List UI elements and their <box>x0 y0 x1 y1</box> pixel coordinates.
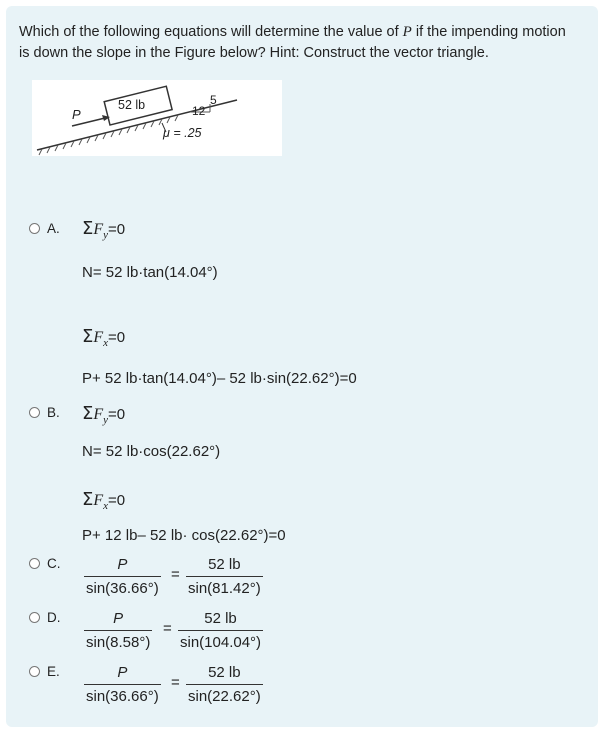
option-b-sum-fy: $\Sigma F_y=0$ <box>82 403 126 426</box>
option-c-equals: = <box>171 566 180 583</box>
option-a-sum-fy: $\Sigma F_y=0$ <box>82 218 126 241</box>
option-e[interactable]: E. <box>29 664 60 679</box>
option-d-left-fraction: P sin(8.58°) <box>86 610 151 651</box>
option-a-line-2: P+ 52 lb·tan(14.04°)– 52 lb·sin(22.62°)=0 <box>82 370 357 387</box>
force-label: P <box>72 107 81 122</box>
incline-diagram <box>32 80 282 156</box>
option-d[interactable]: D. <box>29 610 61 625</box>
option-d-radio[interactable] <box>29 612 40 623</box>
option-d-right-fraction: 52 lb sin(104.04°) <box>180 610 262 651</box>
variable-p: P <box>402 24 412 40</box>
option-b[interactable]: B. <box>29 405 60 420</box>
option-c-left-fraction: P sin(36.66°) <box>86 556 159 597</box>
option-b-radio[interactable] <box>29 407 40 418</box>
option-b-sum-fx: $\Sigma F_x=0$ <box>82 489 126 512</box>
option-a[interactable]: A. <box>29 221 60 236</box>
option-b-line-1: N= 52 lb·cos(22.62°) <box>82 443 221 460</box>
option-a-sum-fx: $\Sigma F_x=0$ <box>82 326 126 349</box>
slope-rise-label: 5 <box>210 93 217 107</box>
option-d-equals: = <box>163 620 172 637</box>
slope-run-label: 12 <box>192 104 206 118</box>
block-label: 52 lb <box>118 98 146 112</box>
question-text: Which of the following equations will determine the value of P if the impending motion is down the slope in the Figure below? Hint: Construct the vector triangle. <box>19 24 566 61</box>
option-c-right-fraction: 52 lb sin(81.42°) <box>188 556 261 597</box>
option-e-equals: = <box>171 674 180 691</box>
option-a-line-1: N= 52 lb·tan(14.04°) <box>82 264 218 281</box>
incline-figure <box>32 80 282 156</box>
option-a-radio[interactable] <box>29 223 40 234</box>
option-e-right-fraction: 52 lb sin(22.62°) <box>188 664 261 705</box>
option-c-radio[interactable] <box>29 558 40 569</box>
mu-label: μ = .25 <box>163 126 202 140</box>
option-b-line-2: P+ 12 lb– 52 lb· cos(22.62°)=0 <box>82 527 286 544</box>
option-c[interactable]: C. <box>29 556 61 571</box>
option-e-radio[interactable] <box>29 666 40 677</box>
option-e-left-fraction: P sin(36.66°) <box>86 664 159 705</box>
